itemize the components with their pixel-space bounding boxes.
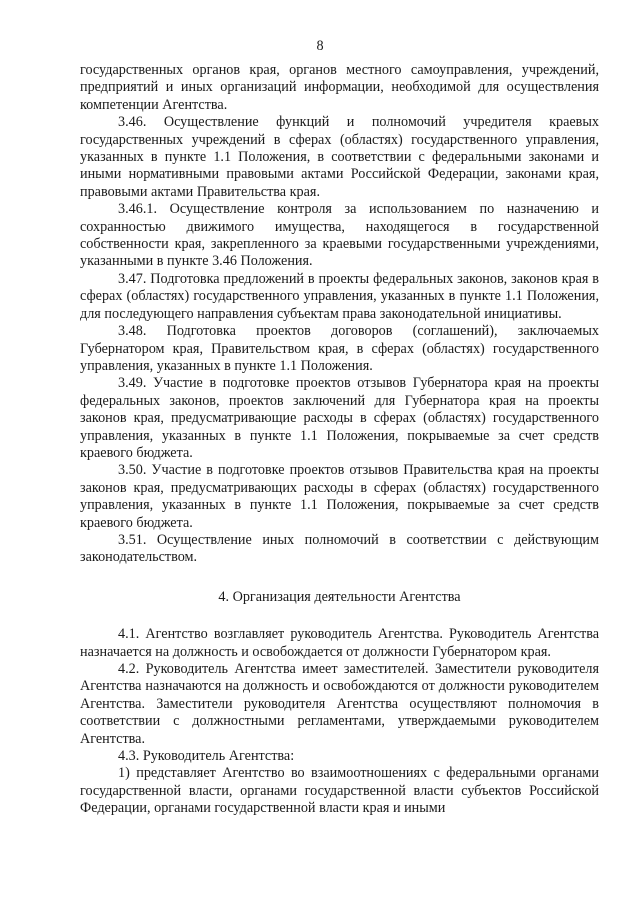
paragraph-4-3: 4.3. Руководитель Агентства: [118, 748, 295, 765]
paragraph-3-46-1: 3.46.1. Осуществление контроля за использованием по назначению и сохранностью движимого имущества, находящегося в государственной собственности края, закрепленного за краевыми государственными учреждениями, указанными в пункте 3.46 Положения. [80, 201, 599, 270]
paragraph-3-47: 3.47. Подготовка предложений в проекты федеральных законов, законов края в сферах (областях) государственного управления, указанных в пункте 1.1 Положения, для последующего направления субъектам права законодательной инициативы. [80, 270, 599, 322]
paragraph-3-48: 3.48. Подготовка проектов договоров (соглашений), заключаемых Губернатором края, Правительством края, в сферах (областях) государственного управления, указанных в пункте 1.1 Положения. [80, 323, 599, 374]
document-body [80, 62, 599, 818]
section-heading: 4. Организация деятельности Агентства [218, 588, 461, 605]
paragraph-3-46: 3.46. Осуществление функций и полномочий учредителя краевых государственных учреждений в сферах (областях) государственного управления, указанных в пункте 1.1 Положения, в соответствии с федеральными законами и иными нормативными правовыми актами Российской Федерации, законами края, правовыми актами Правительства края. [80, 114, 599, 200]
paragraph-4-2: 4.2. Руководитель Агентства имеет заместителей. Заместители руководителя Агентства назначаются на должность и освобождаются от должности руководителем Агентства. Заместители руководителя Агентства осуществляют полномочия в соответствии с должностными регламентами, утверждаемыми руководителем Агентства. [80, 661, 599, 747]
paragraph-3-51: 3.51. Осуществление иных полномочий в соответствии с действующим законодательством. [80, 531, 599, 566]
paragraph-4-1: 4.1. Агентство возглавляет руководитель Агентства. Руководитель Агентства назначается на должность и освобождается от должности Губернатором края. [80, 626, 599, 660]
paragraph-3-49: 3.49. Участие в подготовке проектов отзывов Губернатора края на проекты федеральных законов, проектов заключений для Губернатора края на проекты законов края, предусматривающие расходы в сферах (областях) государственного управления, указанных в пункте 1.1 Положения, покрываемые за счет средств краевого бюджета. [80, 375, 599, 461]
paragraph-3-50: 3.50. Участие в подготовке проектов отзывов Правительства края на проекты законов края, предусматривающих расходы в сферах (областях) государственного управления, указанных в пункте 1.1 Положения, покрываемые за счет средств краевого бюджета. [80, 462, 599, 531]
paragraph-continuation: государственных органов края, органов местного самоуправления, учреждений, предприятий и иных организаций информации, необходимой для осуществления компетенции Агентства. [80, 62, 599, 113]
paragraph-4-3-item-1: 1) представляет Агентство во взаимоотношениях с федеральными органами государственной власти, органами государственной власти субъектов Российской Федерации, органами государственной власти края и иными [80, 765, 599, 817]
page-number: 8 [316, 38, 324, 54]
